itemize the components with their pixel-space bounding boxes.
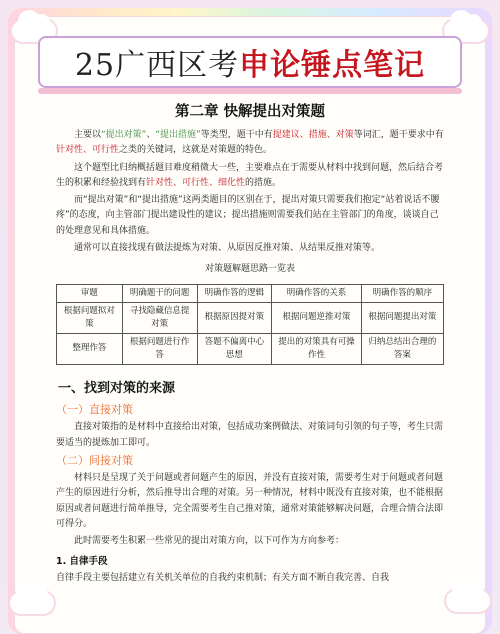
direct-strategy-text: 直接对策指的是材料中直接给出对策，包括成功案例做法、对策词句引领的句子等，考生只需要适当的提炼加工即可。 [56,422,444,448]
table-row: 整理作答 根据问题进行作答 答题不偏离中心思想 提出的对策具有可操作性 归纳总结出合理的答案 [57,333,444,364]
title-part-notes: 申论锤点笔记 [239,48,426,83]
chapter-heading: 第二章 快解提出对策题 [174,104,326,120]
intro-paragraph-1: 主要以“提出对策”、“提出措施”等类型，题干中有提建议、措施、对策等词汇，题干要求中有针对性、可行性之类的关键词，这就是对策题的特色。 [56,130,444,156]
title-part-exam: 25广西区考 [74,48,240,83]
cloud-decoration-bottom-left [10,592,54,614]
cloud-decoration-bottom-right [446,590,490,612]
strategy-table [56,284,444,365]
intro-paragraph-4: 通常可以直接找现有做法提炼为对策、从原因反推对策、从结果反推对策等。 [74,243,381,254]
table-row: 审题 明确题干的问题 明确作答的逻辑 明确作答的关系 明确作答的顺序 [57,284,444,302]
intro-paragraph-2: 这个题型比归纳概括题目难度稍微大一些，主要难点在于需要从材料中找到问题，然后结合考生的积累和经验找到有针对性、可行性、细化性的措施。 [56,162,444,188]
title-banner [38,36,462,88]
subsection-heading-indirect: （二）间接对策 [56,453,133,467]
direction-reference-text: 此时需要考生积累一些常见的提出对策方向，以下可作为方向参考： [74,536,345,547]
self-discipline-text: 自律手段主要包括建立有关机关单位的自我约束机制；有关方面不断自我完善、自我 [56,572,390,583]
table-row: 根据问题拟对策 寻找隐藏信息提对策 根据原因提对策 根据问题逆推对策 根据问题提出对策 [57,302,444,333]
main-content [56,128,444,586]
intro-paragraph-3: 而“提出对策”和“提出措施”这两类题目的区别在于，提出对策只需要我们抱定“站着说话不腰疼”的态度，向主管部门提出建设性的建议；提出措施则需要我们站在主管部门的角度，谈谈自己的处理意见和具体措施。 [56,195,440,236]
page-title [75,40,425,84]
section-heading-sources: 一、找到对策的来源 [58,380,176,396]
indirect-strategy-text: 材料只是呈现了关于问题或者问题产生的原因，并没有直接对策，需要考生对于问题或者问题产生的原因进行分析，然后推导出合理的对策。另一种情况，材料中既没有直接对策，也不能根据原因或者问题进行简单推导，完全需要考生自己推对策，通常对策能够解决问题，合理合情合法即可得分。 [56,473,444,530]
title-underline-bar [38,88,462,94]
subsection-heading-direct: （一）直接对策 [56,402,133,416]
item-heading-self-discipline: 1. 自律手段 [56,555,108,567]
table-caption: 对策题解题思路一览表 [204,264,295,275]
